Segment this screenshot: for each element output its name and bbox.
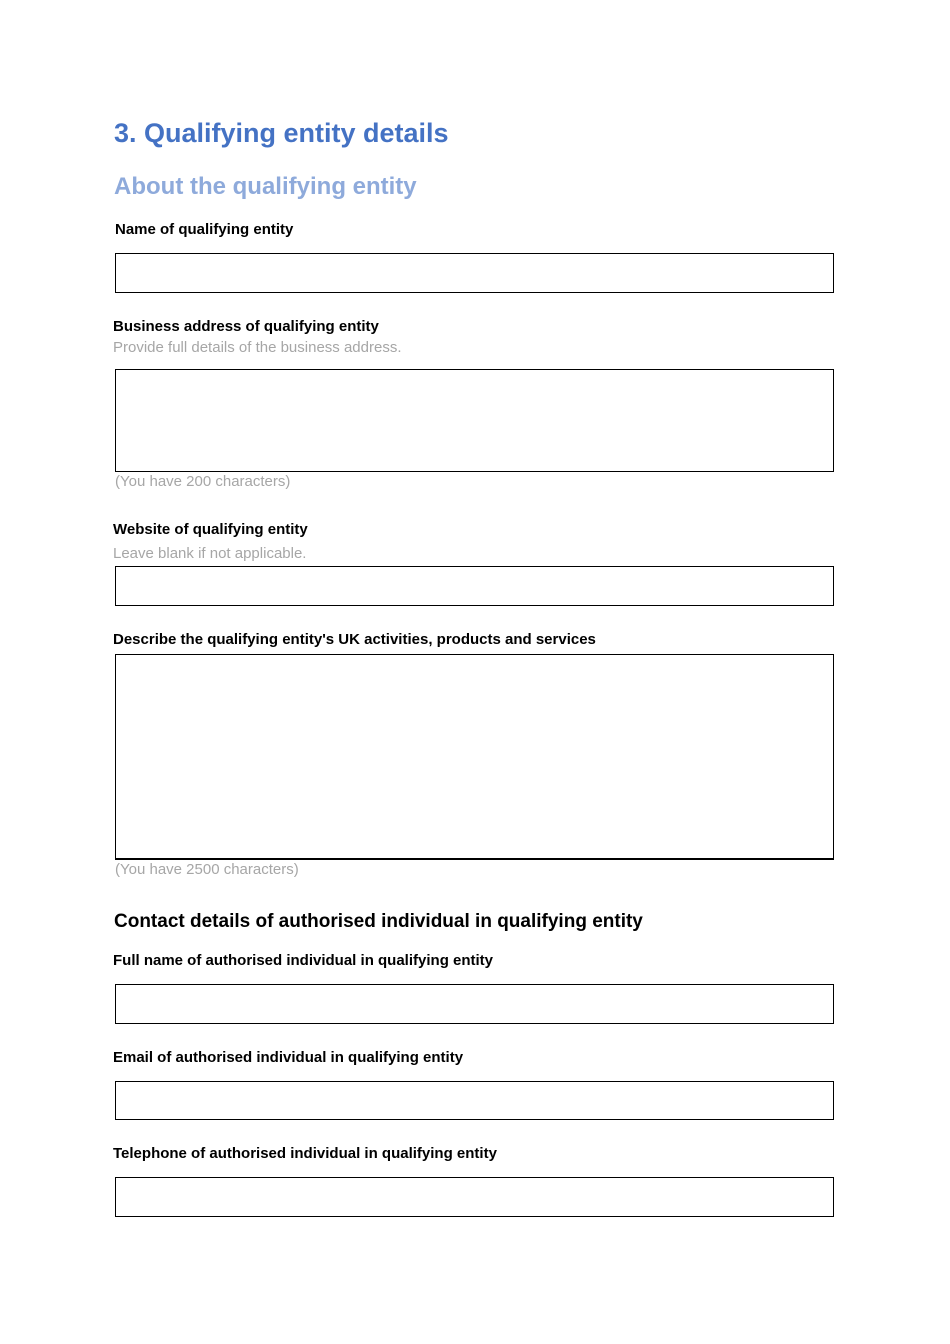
email-label: Email of authorised individual in qualifying entity (113, 1049, 464, 1066)
section-title: 3. Qualifying entity details (114, 118, 449, 148)
full-name-label: Full name of authorised individual in qualifying entity (113, 952, 494, 969)
activities-char-counter: (You have 2500 characters) (115, 861, 299, 878)
website-hint: Leave blank if not applicable. (113, 545, 307, 562)
address-label: Business address of qualifying entity (113, 318, 379, 335)
section-subtitle: About the qualifying entity (114, 173, 417, 200)
website-label: Website of qualifying entity (113, 521, 308, 538)
activities-textarea[interactable] (115, 654, 834, 860)
website-input[interactable] (115, 566, 834, 606)
email-input[interactable] (115, 1081, 834, 1120)
full-name-input[interactable] (115, 984, 834, 1024)
name-input[interactable] (115, 253, 834, 293)
address-char-counter: (You have 200 characters) (115, 473, 291, 490)
contact-heading: Contact details of authorised individual in qualifying entity (114, 911, 643, 932)
activities-label: Describe the qualifying entity's UK activities, products and services (113, 631, 596, 648)
address-textarea[interactable] (115, 369, 834, 472)
telephone-label: Telephone of authorised individual in qualifying entity (113, 1145, 497, 1162)
name-label: Name of qualifying entity (115, 221, 294, 238)
address-hint: Provide full details of the business address. (113, 339, 402, 356)
telephone-input[interactable] (115, 1177, 834, 1217)
